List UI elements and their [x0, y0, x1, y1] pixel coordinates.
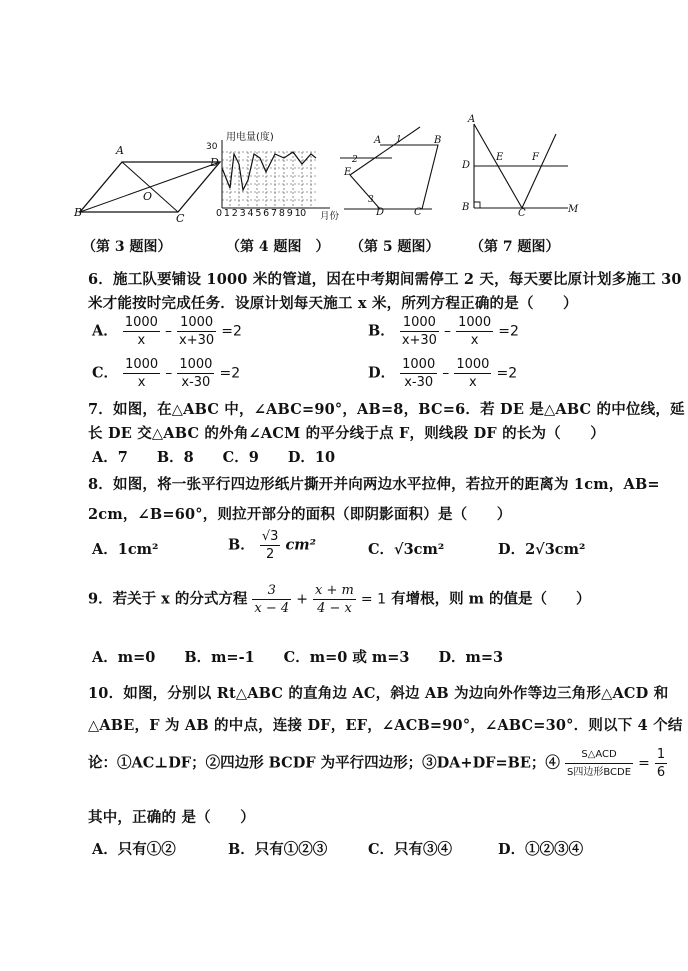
label-B: B — [462, 202, 470, 213]
q9-stem: 9．若关于 x 的分式方程 $\frac{3}{x - 4}$ + $\frac{x + m}{4 - x}$ = 1 有增根，则 m 的值是（ ） — [88, 583, 591, 616]
q10-line1: 10．如图，分别以 Rt△ABC 的直角边 AC，斜边 AB 为边向外作等边三角形△ACD 和 — [88, 685, 669, 702]
chart-ytick: 30 — [206, 142, 218, 152]
figure-7 — [460, 114, 590, 223]
q10-line3: 论：①AC⊥DF；②四边形 BCDF 为平行四边形；③DA+DF=BE；④ $\frac{\text{S△ACD}}{\text{S四边形BCDE}}$ = $\frac{1}{6}$ — [88, 747, 666, 780]
label-A: A — [468, 114, 476, 125]
q7-line1: 7．如图，在△ABC 中，∠ABC=90°，AB=8，BC=6．若 DE 是△ABC 的中位线，延 — [88, 401, 685, 418]
label-1: 1 — [396, 135, 402, 145]
caption-fig5: （第 5 题图） — [350, 239, 440, 255]
label-A: A — [116, 144, 124, 157]
label-B: B — [434, 135, 442, 146]
label-C: C — [176, 212, 185, 225]
q6-option-A[interactable]: A． $\frac{1000}{x}$ – $\frac{1000}{x+30}$ =2 — [92, 315, 242, 348]
q6-option-D[interactable]: D． $\frac{1000}{x-30}$ – $\frac{1000}{x}$ =2 — [368, 357, 518, 390]
q8-option-C[interactable]: C．√3cm² — [368, 541, 445, 558]
q8-option-D[interactable]: D．2√3cm² — [498, 541, 586, 558]
figure-5 — [340, 125, 450, 220]
caption-fig4: （第 4 题图 ） — [226, 239, 330, 255]
caption-fig7: （第 7 题图） — [470, 239, 560, 255]
q10-option-A[interactable]: A．只有①② — [92, 841, 176, 858]
label-2: 2 — [352, 155, 358, 165]
q8-option-B[interactable]: B． $\frac{√3}{2}$ cm² — [228, 529, 316, 562]
q7-line2: 长 DE 交△ABC 的外角∠ACM 的平分线于点 F，则线段 DF 的长为（ ） — [88, 425, 605, 442]
label-D: D — [376, 207, 385, 218]
label-E: E — [344, 167, 352, 178]
q10-option-D[interactable]: D．①②③④ — [498, 841, 584, 858]
label-E: E — [496, 152, 504, 163]
q10-line2: △ABE，F 为 AB 的中点，连接 DF，EF，∠ACB=90°，∠ABC=30°．则以下 4 个结 — [88, 717, 683, 734]
chart-ylabel: 用电量(度) — [226, 132, 274, 143]
label-B: B — [74, 206, 83, 219]
chart-xticks: 0 1 2 3 4 5 6 7 8 9 10 — [216, 208, 306, 219]
label-A: A — [374, 135, 382, 146]
label-C: C — [518, 208, 526, 219]
q8-line2: 2cm，∠B=60°，则拉开部分的面积（即阴影面积）是（ ） — [88, 506, 512, 523]
q8-option-A[interactable]: A．1cm² — [92, 541, 159, 558]
q6-option-C[interactable]: C． $\frac{1000}{x}$ – $\frac{1000}{x-30}$ =2 — [92, 357, 241, 390]
label-O: O — [143, 190, 153, 203]
q10-line4: 其中，正确的 是（ ） — [88, 809, 255, 826]
label-M: M — [568, 204, 579, 215]
label-D: D — [462, 160, 471, 171]
q6-line1: 6．施工队要铺设 1000 米的管道，因在中考期间需停工 2 天，每天要比原计划多施工 30 — [88, 271, 682, 288]
q6-line2: 米才能按时完成任务．设原计划每天施工 x 米，所列方程正确的是（ ） — [88, 295, 578, 312]
q8-line1: 8．如图，将一张平行四边形纸片撕开并向两边水平拉伸，若拉开的距离为 1cm，AB= — [88, 476, 660, 493]
q7-options[interactable]: A．7 B．8 C．9 D．10 — [92, 449, 336, 466]
q6-option-B[interactable]: B． $\frac{1000}{x+30}$ – $\frac{1000}{x}$ =2 — [368, 315, 519, 348]
q10-option-C[interactable]: C．只有③④ — [368, 841, 453, 858]
label-D: D — [210, 156, 219, 169]
chart-xlabel: 月份 — [320, 211, 340, 222]
label-C: C — [414, 207, 422, 218]
figure-4 — [206, 128, 350, 223]
label-F: F — [532, 152, 539, 163]
label-3: 3 — [368, 195, 374, 205]
q9-options[interactable]: A．m=0 B．m=-1 C．m=0 或 m=3 D．m=3 — [92, 649, 504, 666]
caption-fig3: （第 3 题图） — [82, 239, 172, 255]
q10-option-B[interactable]: B．只有①②③ — [228, 841, 328, 858]
